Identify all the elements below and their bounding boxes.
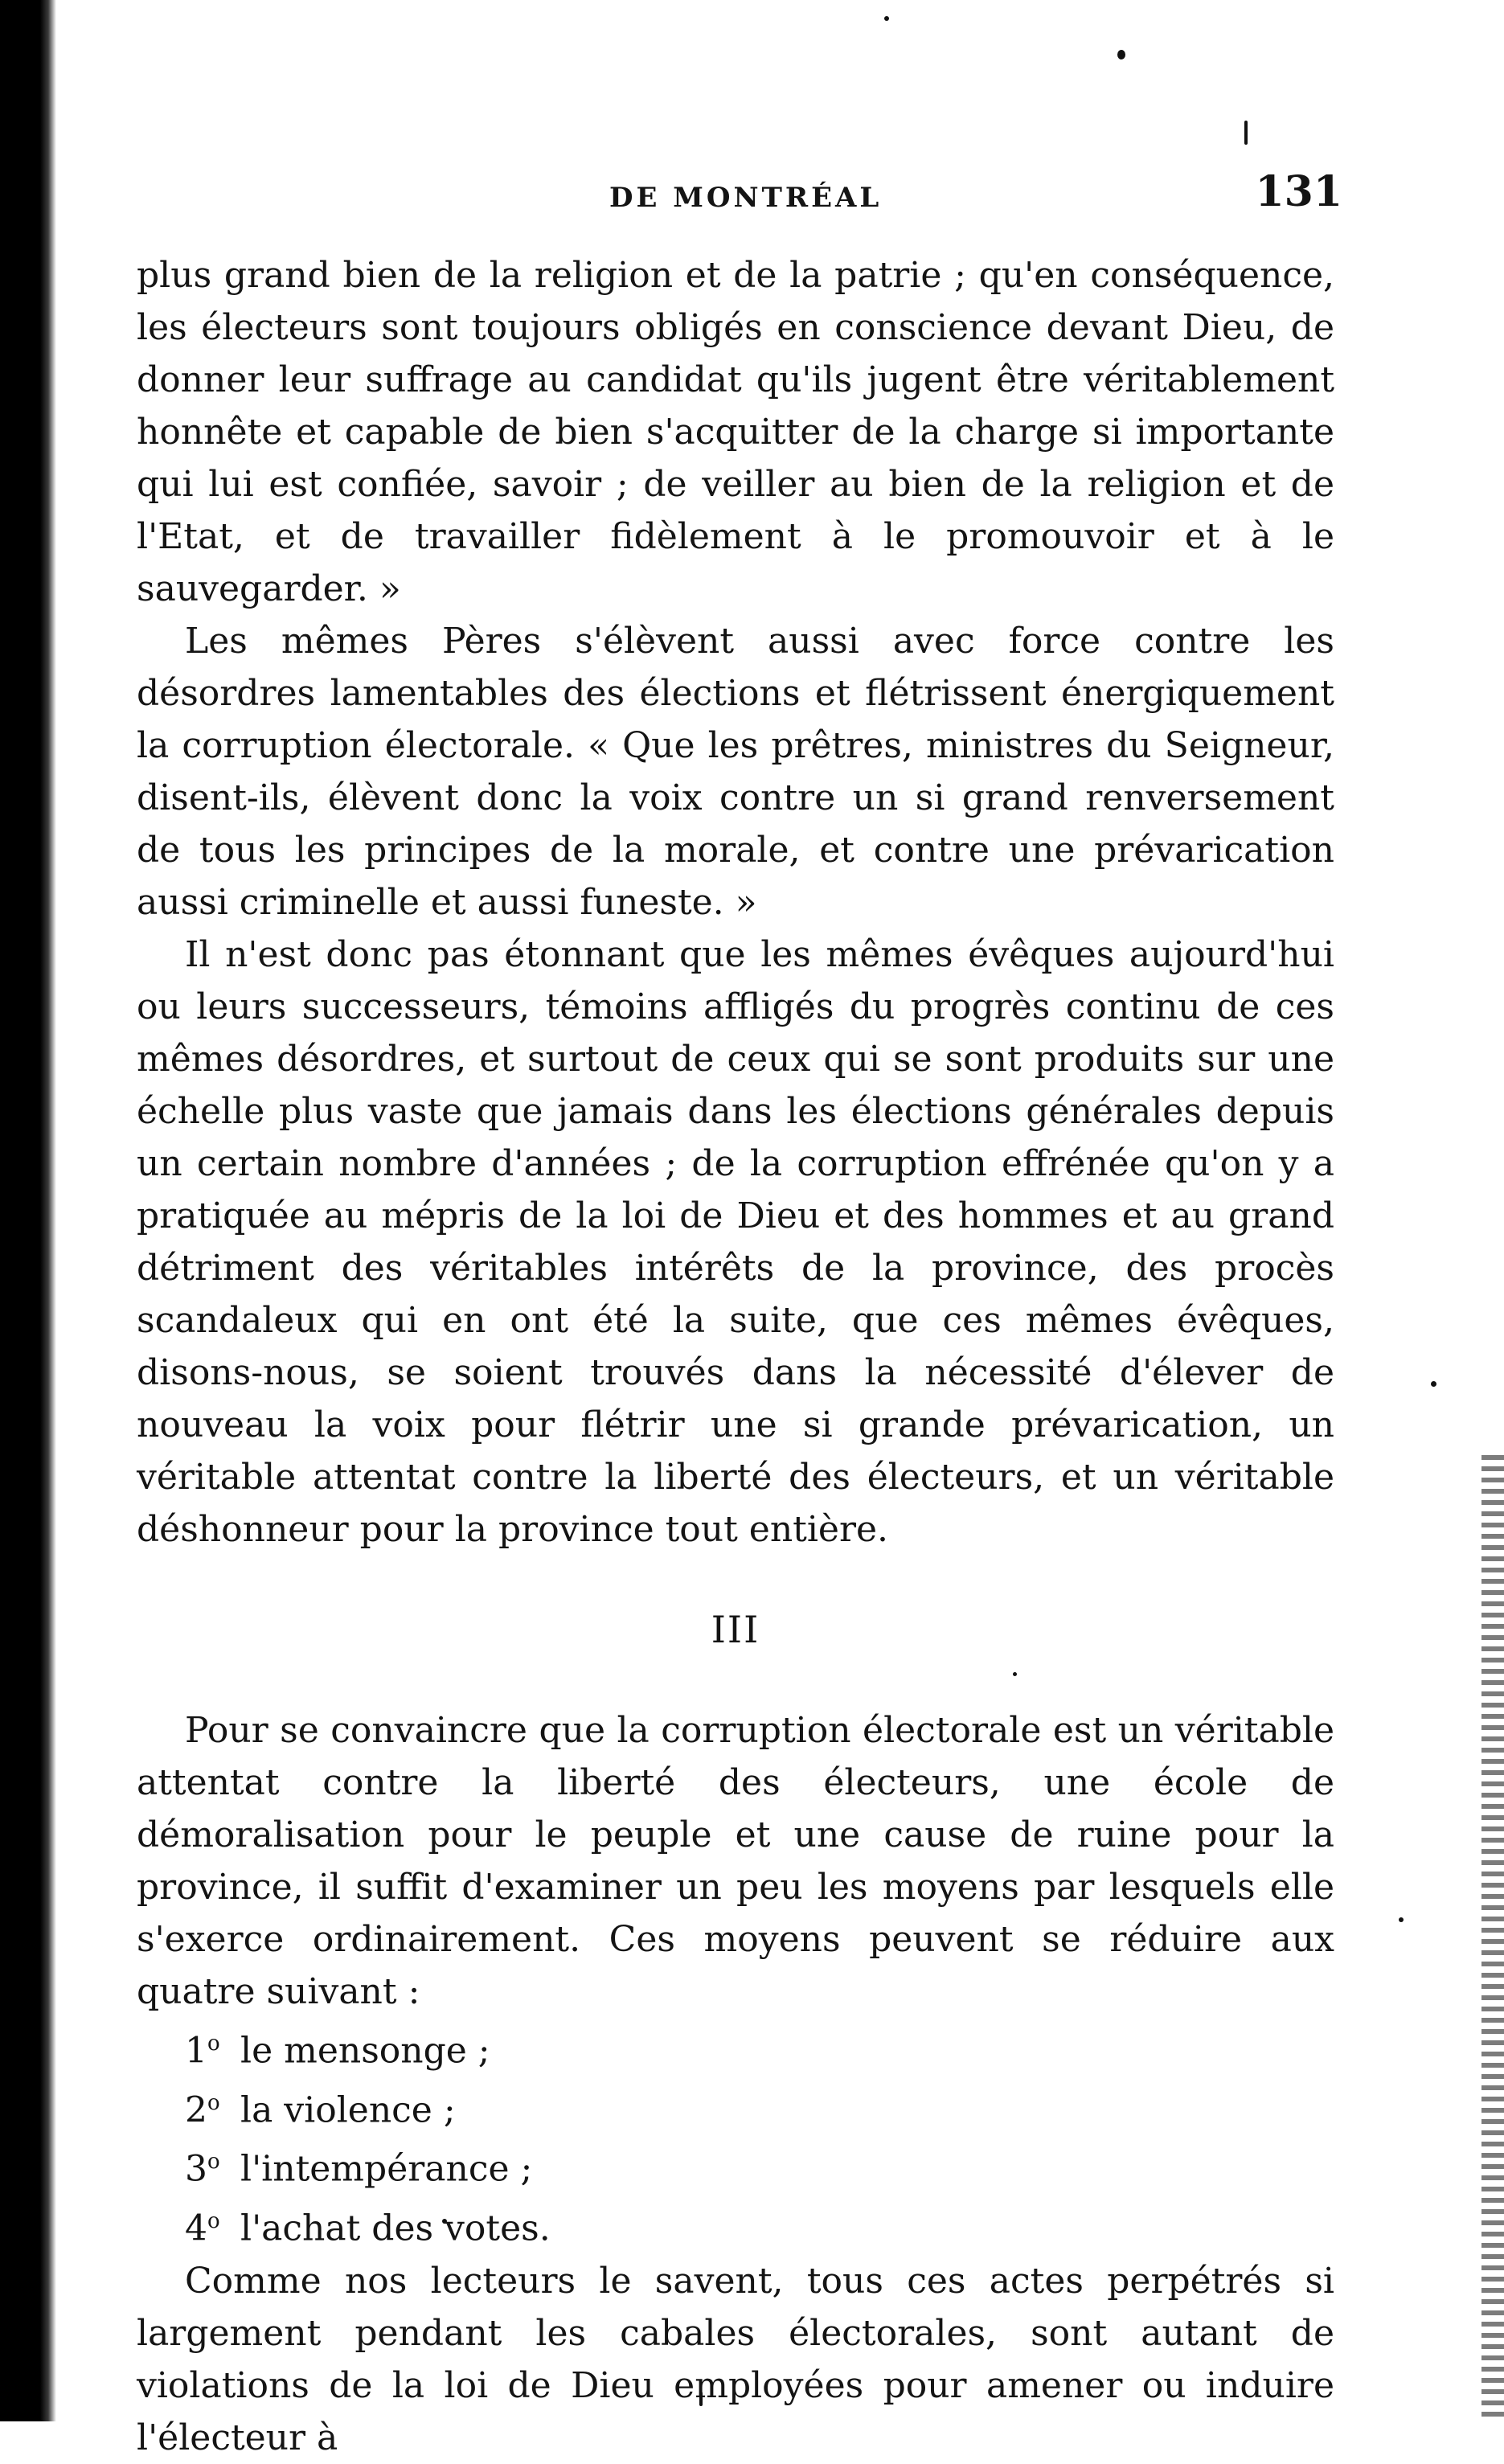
running-title: DE MONTRÉAL [609, 182, 883, 214]
list-item [185, 2018, 1334, 2077]
list-item-text: la violence ; [240, 2089, 456, 2131]
list-item-text: l'intempérance ; [240, 2148, 533, 2190]
section-heading: III [711, 1608, 760, 1651]
list-item-number: 1$^o$ [185, 2030, 220, 2072]
list-item-text: l'achat des votes. [240, 2208, 551, 2249]
paragraph: Comme nos lecteurs le savent, tous ces actes perpétrés si largement pendant les cabales électorales, sont autant de violations de la loi de Dieu employées pour amener ou induire l'électeur à [137, 2260, 1334, 2458]
enumerated-list [137, 2018, 1334, 2255]
list-item-number: 3$^o$ [185, 2148, 220, 2190]
paragraph-continued: plus grand bien de la religion et de la patrie ; qu'en conséquence, les électeurs sont toujours obligés en conscience devant Dieu, de donner leur suffrage au candidat qu'ils jugent être véritablement honnête et capable de bien s'acquitter de la charge si importante qui lui est confiée, savoir ; de veiller au bien de la religion et de l'Etat, et de travailler fidèlement à le promouvoir et à le sauvegarder. » [137, 255, 1334, 609]
scan-binding-shadow [0, 0, 56, 2421]
scan-right-edge-noise [1481, 1455, 1504, 2421]
paragraph: Il n'est donc pas étonnant que les mêmes évêques aujourd'hui ou leurs successeurs, témoins affligés du progrès continu de ces mêmes désordres, et surtout de ceux qui se sont produits sur une échelle plus vaste que jamais dans les élections générales depuis un certain nombre d'années ; de la corruption effrénée qu'on y a pratiquée au mépris de la loi de Dieu et des hommes et au grand détriment des véritables intérêts de la province, des procès scandaleux qui en ont été la suite, que ces mêmes évêques, disons-nous, se soient trouvés dans la nécessité d'élever de nouveau la voix pour flétrir une si grande prévarication, un véritable attentat contre la liberté des électeurs, et un véritable déshonneur pour la province tout entière. [137, 934, 1334, 1550]
page-body [137, 249, 1334, 2464]
page-number: 131 [1255, 167, 1342, 216]
list-item-number: 2$^o$ [185, 2089, 220, 2131]
list-item [185, 2136, 1334, 2195]
page-header [121, 167, 1342, 223]
scan-speck [1117, 50, 1125, 59]
paragraph: Pour se convaincre que la corruption électorale est un véritable attentat contre la liberté des électeurs, une école de démoralisation pour le peuple et une cause de ruine pour la province, il suffit d'examiner un peu les moyens par lesquels elle s'exerce ordinairement. Ces moyens peuvent se réduire aux quatre suivant : [137, 1710, 1334, 2012]
scan-speck [1399, 1917, 1404, 1922]
list-item-text: le mensonge ; [240, 2030, 490, 2072]
list-item [185, 2077, 1334, 2137]
scan-speck [884, 16, 889, 21]
paragraph: Les mêmes Pères s'élèvent aussi avec force contre les désordres lamentables des élections et flétrissent énergiquement la corruption électorale. « Que les prêtres, ministres du Seigneur, disent-ils, élèvent donc la voix contre un si grand renversement de tous les principes de la morale, et contre une prévarication aussi criminelle et aussi funeste. » [137, 621, 1334, 923]
scan-speck [1431, 1381, 1436, 1387]
scan-speck [1244, 121, 1248, 145]
list-item [185, 2195, 1334, 2255]
list-item-number: 4$^o$ [185, 2208, 220, 2249]
